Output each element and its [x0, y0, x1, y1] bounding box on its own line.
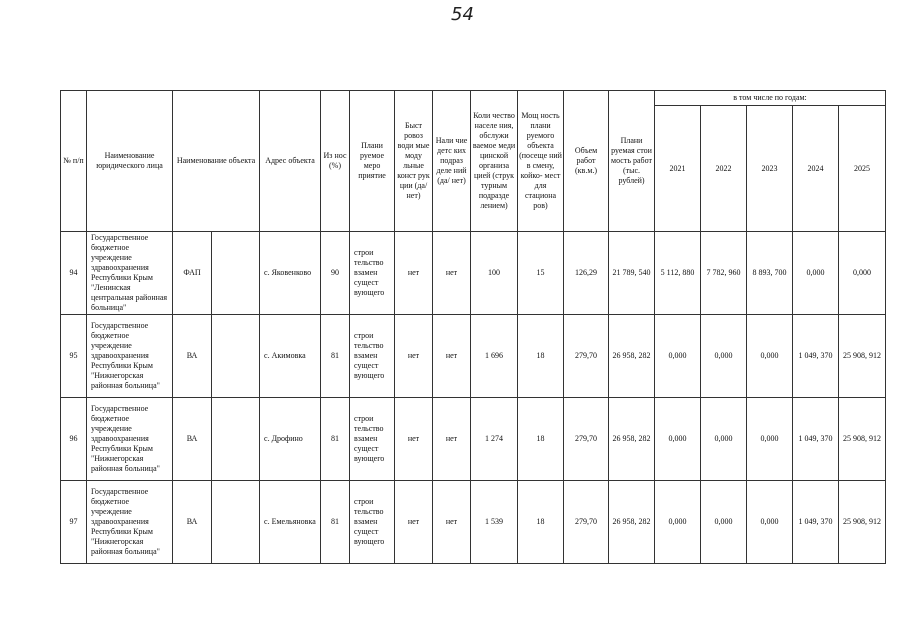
cell-2023: 0,000 [747, 315, 793, 398]
cell-children: нет [433, 398, 471, 481]
cell-2021: 0,000 [655, 398, 701, 481]
header-cost: Плани руемая стои мость работ (тыс. рублей) [609, 91, 655, 232]
cell-measure: строи тельство взамен сущест вующего [350, 315, 395, 398]
cell-address: с. Акимовка [260, 315, 321, 398]
cell-volume: 279,70 [564, 398, 609, 481]
cell-object-blank [212, 232, 260, 315]
cell-legal-entity: Государственное бюджетное учреждение здравоохранения Республики Крым "Ленинская центральная районная больница" [87, 232, 173, 315]
cell-children: нет [433, 481, 471, 564]
cell-2024: 0,000 [793, 232, 839, 315]
cell-object-type: ВА [173, 481, 212, 564]
cell-no: 94 [61, 232, 87, 315]
cell-2023: 8 893, 700 [747, 232, 793, 315]
cell-object-type: ФАП [173, 232, 212, 315]
cell-measure: строи тельство взамен сущест вующего [350, 232, 395, 315]
cell-cost: 26 958, 282 [609, 398, 655, 481]
cell-prefab: нет [395, 232, 433, 315]
cell-2025: 25 908, 912 [839, 481, 886, 564]
cell-wear: 81 [321, 481, 350, 564]
cell-volume: 279,70 [564, 481, 609, 564]
header-prefab: Быст ровоз води мые моду льные конст рук ции (да/ нет) [395, 91, 433, 232]
cell-object-blank [212, 481, 260, 564]
cell-address: с. Яковенково [260, 232, 321, 315]
table-row [61, 398, 886, 481]
header-legal-entity: Наименование юридического лица [87, 91, 173, 232]
cell-2021: 5 112, 880 [655, 232, 701, 315]
cell-object-blank [212, 315, 260, 398]
header-address: Адрес объекта [260, 91, 321, 232]
cell-2023: 0,000 [747, 398, 793, 481]
cell-prefab: нет [395, 398, 433, 481]
cell-wear: 81 [321, 315, 350, 398]
cell-2022: 0,000 [701, 315, 747, 398]
cell-cost: 21 789, 540 [609, 232, 655, 315]
cell-no: 97 [61, 481, 87, 564]
cell-2024: 1 049, 370 [793, 481, 839, 564]
header-year-2021: 2021 [655, 106, 701, 232]
cell-2025: 0,000 [839, 232, 886, 315]
cell-capacity: 18 [518, 481, 564, 564]
cell-measure: строи тельство взамен сущест вующего [350, 398, 395, 481]
cell-prefab: нет [395, 315, 433, 398]
cell-object-blank [212, 398, 260, 481]
cell-address: с. Дрофино [260, 398, 321, 481]
cell-wear: 81 [321, 398, 350, 481]
header-year-2022: 2022 [701, 106, 747, 232]
cell-2022: 7 782, 960 [701, 232, 747, 315]
header-no: № п/п [61, 91, 87, 232]
cell-cost: 26 958, 282 [609, 481, 655, 564]
cell-no: 96 [61, 398, 87, 481]
cell-object-type: ВА [173, 398, 212, 481]
cell-measure: строи тельство взамен сущест вующего [350, 481, 395, 564]
header-wear: Из нос (%) [321, 91, 350, 232]
cell-2021: 0,000 [655, 481, 701, 564]
cell-children: нет [433, 232, 471, 315]
table-row [61, 481, 886, 564]
cell-2023: 0,000 [747, 481, 793, 564]
header-volume: Объем работ (кв.м.) [564, 91, 609, 232]
cell-prefab: нет [395, 481, 433, 564]
header-capacity: Мощ ность плани руемого объекта (посеще ний в смену, койко- мест для стациона ров) [518, 91, 564, 232]
header-year-2024: 2024 [793, 106, 839, 232]
header-by-years: в том числе по годам: [655, 91, 886, 106]
cell-2022: 0,000 [701, 398, 747, 481]
cell-children: нет [433, 315, 471, 398]
header-year-2025: 2025 [839, 106, 886, 232]
cell-legal-entity: Государственное бюджетное учреждение здравоохранения Республики Крым "Нижнегорская районная больница" [87, 315, 173, 398]
header-object-name: Наименование объекта [173, 91, 260, 232]
cell-legal-entity: Государственное бюджетное учреждение здравоохранения Республики Крым "Нижнегорская районная больница" [87, 481, 173, 564]
cell-population: 100 [471, 232, 518, 315]
cell-population: 1 274 [471, 398, 518, 481]
cell-capacity: 15 [518, 232, 564, 315]
cell-legal-entity: Государственное бюджетное учреждение здравоохранения Республики Крым "Нижнегорская районная больница" [87, 398, 173, 481]
facilities-table [60, 90, 886, 564]
header-year-2023: 2023 [747, 106, 793, 232]
cell-2021: 0,000 [655, 315, 701, 398]
header-planned-measure: Плани руемое меро приятие [350, 91, 395, 232]
table-row [61, 232, 886, 315]
cell-2024: 1 049, 370 [793, 398, 839, 481]
cell-2024: 1 049, 370 [793, 315, 839, 398]
cell-2025: 25 908, 912 [839, 315, 886, 398]
table-row [61, 315, 886, 398]
page-number: 54 [451, 4, 474, 25]
cell-volume: 279,70 [564, 315, 609, 398]
cell-2022: 0,000 [701, 481, 747, 564]
cell-capacity: 18 [518, 315, 564, 398]
header-population: Коли чество населе ния, обслужи ваемое меди цинской организа цией (струк турным подразде лением) [471, 91, 518, 232]
cell-object-type: ВА [173, 315, 212, 398]
cell-population: 1 539 [471, 481, 518, 564]
cell-wear: 90 [321, 232, 350, 315]
cell-volume: 126,29 [564, 232, 609, 315]
cell-capacity: 18 [518, 398, 564, 481]
header-children-unit: Нали чие детс ких подраз деле ний (да/ нет) [433, 91, 471, 232]
cell-address: с. Емельяновка [260, 481, 321, 564]
cell-population: 1 696 [471, 315, 518, 398]
cell-no: 95 [61, 315, 87, 398]
cell-2025: 25 908, 912 [839, 398, 886, 481]
cell-cost: 26 958, 282 [609, 315, 655, 398]
